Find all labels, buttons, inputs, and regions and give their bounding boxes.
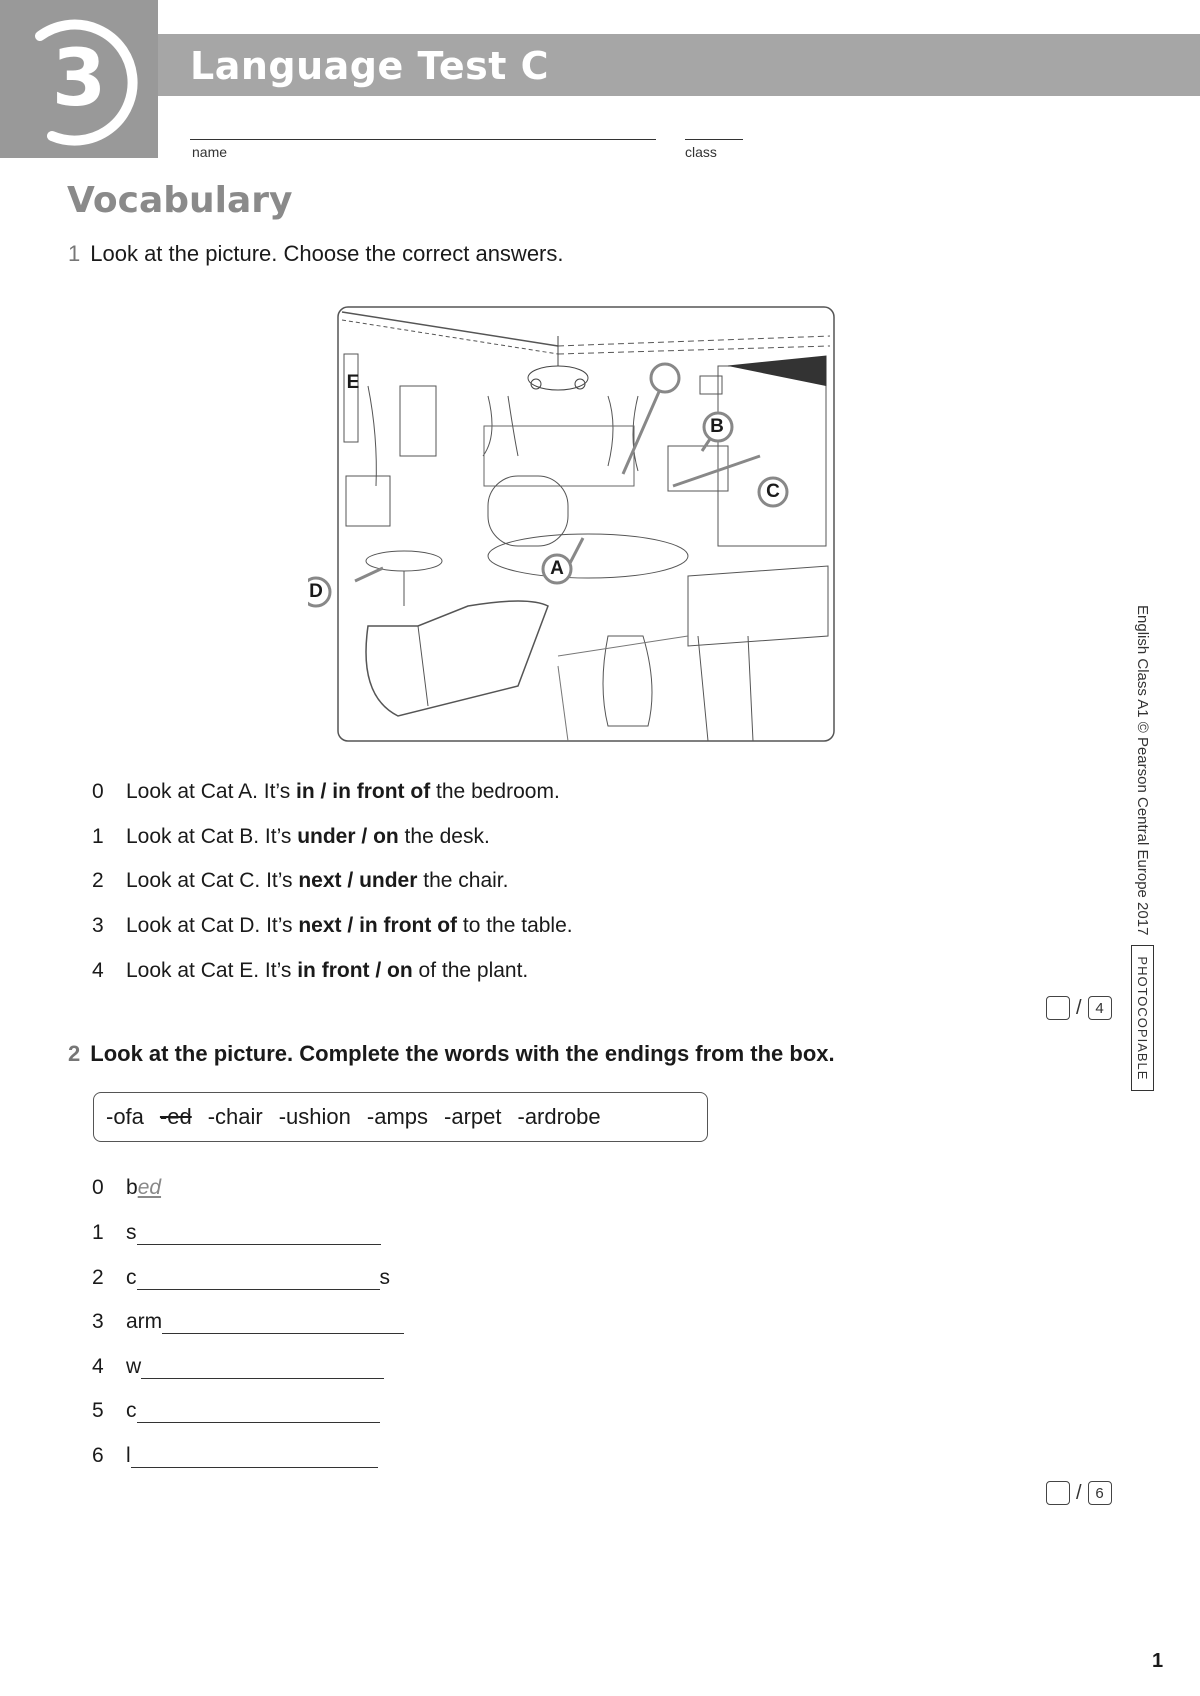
answer-blank[interactable] [137, 1269, 380, 1290]
option-2[interactable]: in front of [332, 780, 431, 803]
option-1[interactable]: next [298, 914, 342, 937]
question-4: 4 Look at Cat E. It’s in front / on of the plant. [92, 959, 529, 982]
score-input[interactable] [1046, 996, 1070, 1020]
unit-number: 3 [51, 34, 107, 124]
question-0: 0 Look at Cat A. It’s in / in front of the bedroom. [92, 780, 560, 803]
word-box [93, 1092, 708, 1142]
copyright-sidebar [1131, 605, 1154, 1091]
answer-blank[interactable] [137, 1402, 380, 1423]
name-line[interactable] [190, 139, 656, 140]
word-ending: -chair [207, 1104, 263, 1129]
unit-badge [0, 0, 158, 158]
fill-item-2: 2 c s [92, 1266, 390, 1289]
example-answer: ed [137, 1176, 162, 1199]
question-3: 3 Look at Cat D. It’s next / in front of to the table. [92, 914, 573, 937]
score-total: 6 [1088, 1481, 1112, 1505]
word-ending: -ardrobe [517, 1104, 601, 1129]
option-2[interactable]: on [373, 825, 399, 848]
class-line[interactable] [685, 139, 743, 140]
question-2: 2 Look at Cat C. It’s next / under the chair. [92, 869, 509, 892]
label-b: B [710, 416, 724, 437]
label-e: E [346, 372, 360, 393]
exercise1-instruction: 1 Look at the picture. Choose the correct answers. [68, 241, 564, 266]
name-label: name [192, 144, 228, 160]
exercise2-score: / 6 [1046, 1481, 1112, 1505]
label-c: C [766, 481, 780, 502]
option-1[interactable]: in front [297, 959, 370, 982]
word-ending: -ofa [106, 1104, 144, 1129]
fill-item-4: 4 w [92, 1355, 384, 1379]
score-input[interactable] [1046, 1481, 1070, 1505]
option-2[interactable]: in front of [359, 914, 458, 937]
fill-item-5: 5 c [92, 1399, 380, 1423]
question-1: 1 Look at Cat B. It’s under / on the desk. [92, 825, 490, 848]
label-a: A [550, 558, 564, 579]
word-ending: -ushion [278, 1104, 351, 1129]
word-ending-used: -ed [159, 1104, 192, 1129]
fill-item-3: 3 arm [92, 1310, 404, 1334]
fill-item-6: 6 l [92, 1444, 378, 1468]
answer-blank[interactable] [162, 1313, 404, 1334]
exercise2-instruction: 2 Look at the picture. Complete the words with the endings from the box. [68, 1041, 835, 1066]
answer-blank[interactable] [137, 1224, 381, 1245]
copyright-text: English Class A1 © Pearson Central Europe 2017 [1134, 605, 1151, 936]
option-1[interactable]: in [296, 780, 315, 803]
photocopiable-badge: PHOTOCOPIABLE [1131, 945, 1154, 1091]
option-2[interactable]: under [359, 869, 418, 892]
option-1[interactable]: under [297, 825, 356, 848]
fill-item-1: 1 s [92, 1221, 381, 1245]
word-ending: -amps [366, 1104, 429, 1129]
answer-blank[interactable] [131, 1447, 378, 1468]
page-title: Language Test C [190, 44, 550, 88]
answer-blank[interactable] [141, 1358, 384, 1379]
option-1[interactable]: next [298, 869, 342, 892]
class-label: class [685, 144, 717, 160]
room-illustration [309, 306, 835, 742]
fill-item-0: 0 b ed [92, 1176, 162, 1199]
score-total: 4 [1088, 996, 1112, 1020]
exercise1-score: / 4 [1046, 996, 1112, 1020]
label-d: D [309, 581, 323, 602]
option-2[interactable]: on [387, 959, 413, 982]
page-number: 1 [1152, 1650, 1164, 1672]
word-ending: -arpet [444, 1104, 502, 1129]
section-title: Vocabulary [67, 180, 293, 221]
